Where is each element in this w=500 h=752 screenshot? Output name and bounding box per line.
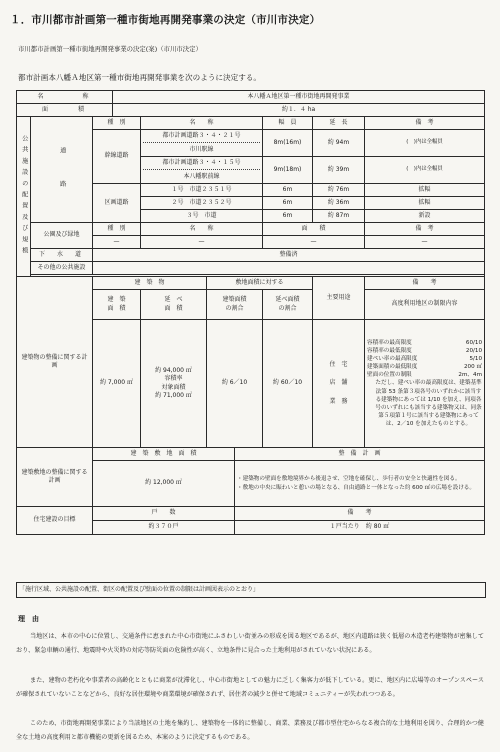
road-length: 約 39m <box>313 157 365 184</box>
road-name: ３号 市道 <box>141 210 263 223</box>
building-area-value: 約 7,000 ㎡ <box>93 320 141 448</box>
plan-table <box>16 90 485 535</box>
project-name: 本八幡Ａ地区第一種市街地再開発事業 <box>113 91 485 104</box>
road-width: 6m <box>263 197 313 210</box>
reason-title: 理 由 <box>18 615 39 623</box>
park-remarks: — <box>365 236 485 249</box>
document-heading: １．市川都市計画第一種市街地再開発事業の決定（市川市決定） <box>10 14 321 26</box>
road-name: 都市計画道路３・４・１５号 本八幡駅前線 <box>141 157 263 184</box>
building-header: 建 築 物 <box>93 277 207 290</box>
road-remarks: 拡幅 <box>365 197 485 210</box>
header-width: 幅 員 <box>263 117 313 130</box>
park-header-remarks: 備 考 <box>365 223 485 236</box>
road-length: 約 87m <box>313 210 365 223</box>
drawing-reference-note: 「施行区域、公共施設の配置、街区の配置及び壁面の位置の制限は計画図表示のとおり」 <box>16 582 486 598</box>
sewer-label: 下 水 道 <box>31 249 93 262</box>
floor-area-value: 約 94,000 ㎡ 容積率 対象面積 約 71,000 ㎡ <box>141 320 207 448</box>
name-label: 名 称 <box>17 91 113 104</box>
housing-units-header: 戸 数 <box>93 507 235 521</box>
district-road-label: 区画道路 <box>93 184 141 223</box>
road-label: 道 路 <box>31 117 93 223</box>
use-header: 主要用途 <box>313 277 365 320</box>
public-facilities-label: 公共施設の配置及び規模 <box>17 117 31 277</box>
far-value: 約 60／10 <box>263 320 313 448</box>
park-type: — <box>93 236 141 249</box>
reason-paragraph-1: 当地区は、本市の中心に位置し、交通条件に恵まれた中心市街地にふさわしい街並みの形成を図る地区であるが、地区内道路は狭く低層の木造老朽建築物が密集しており、緊急車輌の通行、地震時や火災時の対応等防災面の危険性が高く、立地条件に見合った土地利用がされていない状況にある。 <box>16 633 484 655</box>
road-length: 約 94m <box>313 130 365 157</box>
park-label: 公園及び緑地 <box>31 223 93 249</box>
site-area-value: 約 12,000 ㎡ <box>93 461 235 507</box>
building-area-header: 建 築 面 積 <box>93 290 141 320</box>
housing-remarks-value: １戸当たり 約 80 ㎡ <box>235 521 485 535</box>
ratio-header: 敷地面積に対する <box>207 277 313 290</box>
road-length: 約 76m <box>313 184 365 197</box>
park-header-type: 種 別 <box>93 223 141 236</box>
trunk-road-label: 幹線道路 <box>93 130 141 184</box>
park-header-name: 名 称 <box>141 223 263 236</box>
reason-paragraph-2: また、建物の老朽化や事業者の高齢化とともに商業が沈滞化し、中心市街地としての魅力に乏しく集客力が低下している。更に、地区内に広場等のオープンスペースが確保されていないことなどから、良好な居住環境や商業環境が確保されず、居住者の減少と併せて地域コミュニティーが失われつつある。 <box>16 677 484 699</box>
road-name: 都市計画道路３・４・２１号 市川駅線 <box>141 130 263 157</box>
use-values: 住 宅 店 舗 業 務 <box>313 320 365 448</box>
road-remarks: 拡幅 <box>365 184 485 197</box>
road-width: 6m <box>263 184 313 197</box>
road-name: ２号 市道２３５２号 <box>141 197 263 210</box>
site-plan-header: 整 備 計 画 <box>235 448 485 461</box>
housing-target-label: 住宅建設の目標 <box>17 507 93 535</box>
name-row <box>17 91 485 104</box>
far-header: 延べ面積 の割合 <box>263 290 313 320</box>
park-name: — <box>141 236 263 249</box>
park-area: — <box>263 236 365 249</box>
site-plan-label: 建築敷地の整備に関する計画 <box>17 448 93 507</box>
area-label: 面 積 <box>17 104 113 117</box>
header-remarks: 備 考 <box>365 117 485 130</box>
road-remarks: ( )内は全幅員 <box>365 130 485 157</box>
housing-remarks-header: 備 考 <box>235 507 485 521</box>
park-header-area: 面 積 <box>263 223 365 236</box>
coverage-value: 約 6／10 <box>207 320 263 448</box>
header-type: 種 別 <box>93 117 141 130</box>
building-remarks-header: 備 考 <box>365 277 485 290</box>
other-facilities-value <box>93 262 485 275</box>
road-name: １号 市道２３５１号 <box>141 184 263 197</box>
header-length: 延 長 <box>313 117 365 130</box>
area-row <box>17 104 485 117</box>
road-remarks: ( )内は全幅員 <box>365 157 485 184</box>
housing-units-value: 約３７０戸 <box>93 521 235 535</box>
project-area: 約１．４ ha <box>113 104 485 117</box>
sewer-value: 整備済 <box>93 249 485 262</box>
limits-header: 高度利用地区の制限内容 <box>365 290 485 320</box>
road-remarks: 新設 <box>365 210 485 223</box>
site-area-header: 建 築 敷 地 面 積 <box>93 448 235 461</box>
reason-paragraph-3: このため、市街地再開発事業により当該地区の土地を集約し、建築物を一体的に整備し、商業、業務及び都市型住宅からなる複合的な土地利用を図り、合理的かつ健全な土地の高度利用と都市機能の更新を図るため、本案のように決定するものである。 <box>16 720 484 742</box>
road-length: 約 36m <box>313 197 365 210</box>
road-width: 6m <box>263 210 313 223</box>
intro-text: 都市計画本八幡Ａ地区第一種市街地再開発事業を次のように決定する。 <box>18 73 261 82</box>
other-facilities-label: その他の公共施設 <box>31 262 93 275</box>
road-width: 9m(18m) <box>263 157 313 184</box>
building-plan-label: 建築物の整備に関する計画 <box>17 277 93 448</box>
road-width: 8m(16m) <box>263 130 313 157</box>
document-subtitle: 市川都市計画第一種市街地再開発事業の決定(案)（市川市決定） <box>18 45 202 53</box>
header-name: 名 称 <box>141 117 263 130</box>
coverage-header: 建築面積 の割合 <box>207 290 263 320</box>
site-plan-notes: ・建築物の壁面を敷地境界から後退させ、空地を確保し、歩行者の安全と快適性を図る。 ・敷地の中央に賑わいと憩いの場となる、自由通路と一体となった約 600 ㎡の広場を設ける。 <box>235 461 485 507</box>
floor-area-header: 延 べ 面 積 <box>141 290 207 320</box>
height-district-limits: 容積率の最高限度 60/10 容積率の最低限度 20/10 建ぺい率の最高限度 5/10 建築面積の最低限度 200 ㎡ 壁面の位置の制限 2m、4m ただし、建ぺい率の最高限度は、建築基準法第 53 条第３項各号のいずれかに該当する建築物にあっては 1/10 を加え、同項各号のいずれにも該当する建築物又は、同条第５項第１号に該当する建築物にあっては、2／10 を加えたものとする。 <box>365 320 485 448</box>
